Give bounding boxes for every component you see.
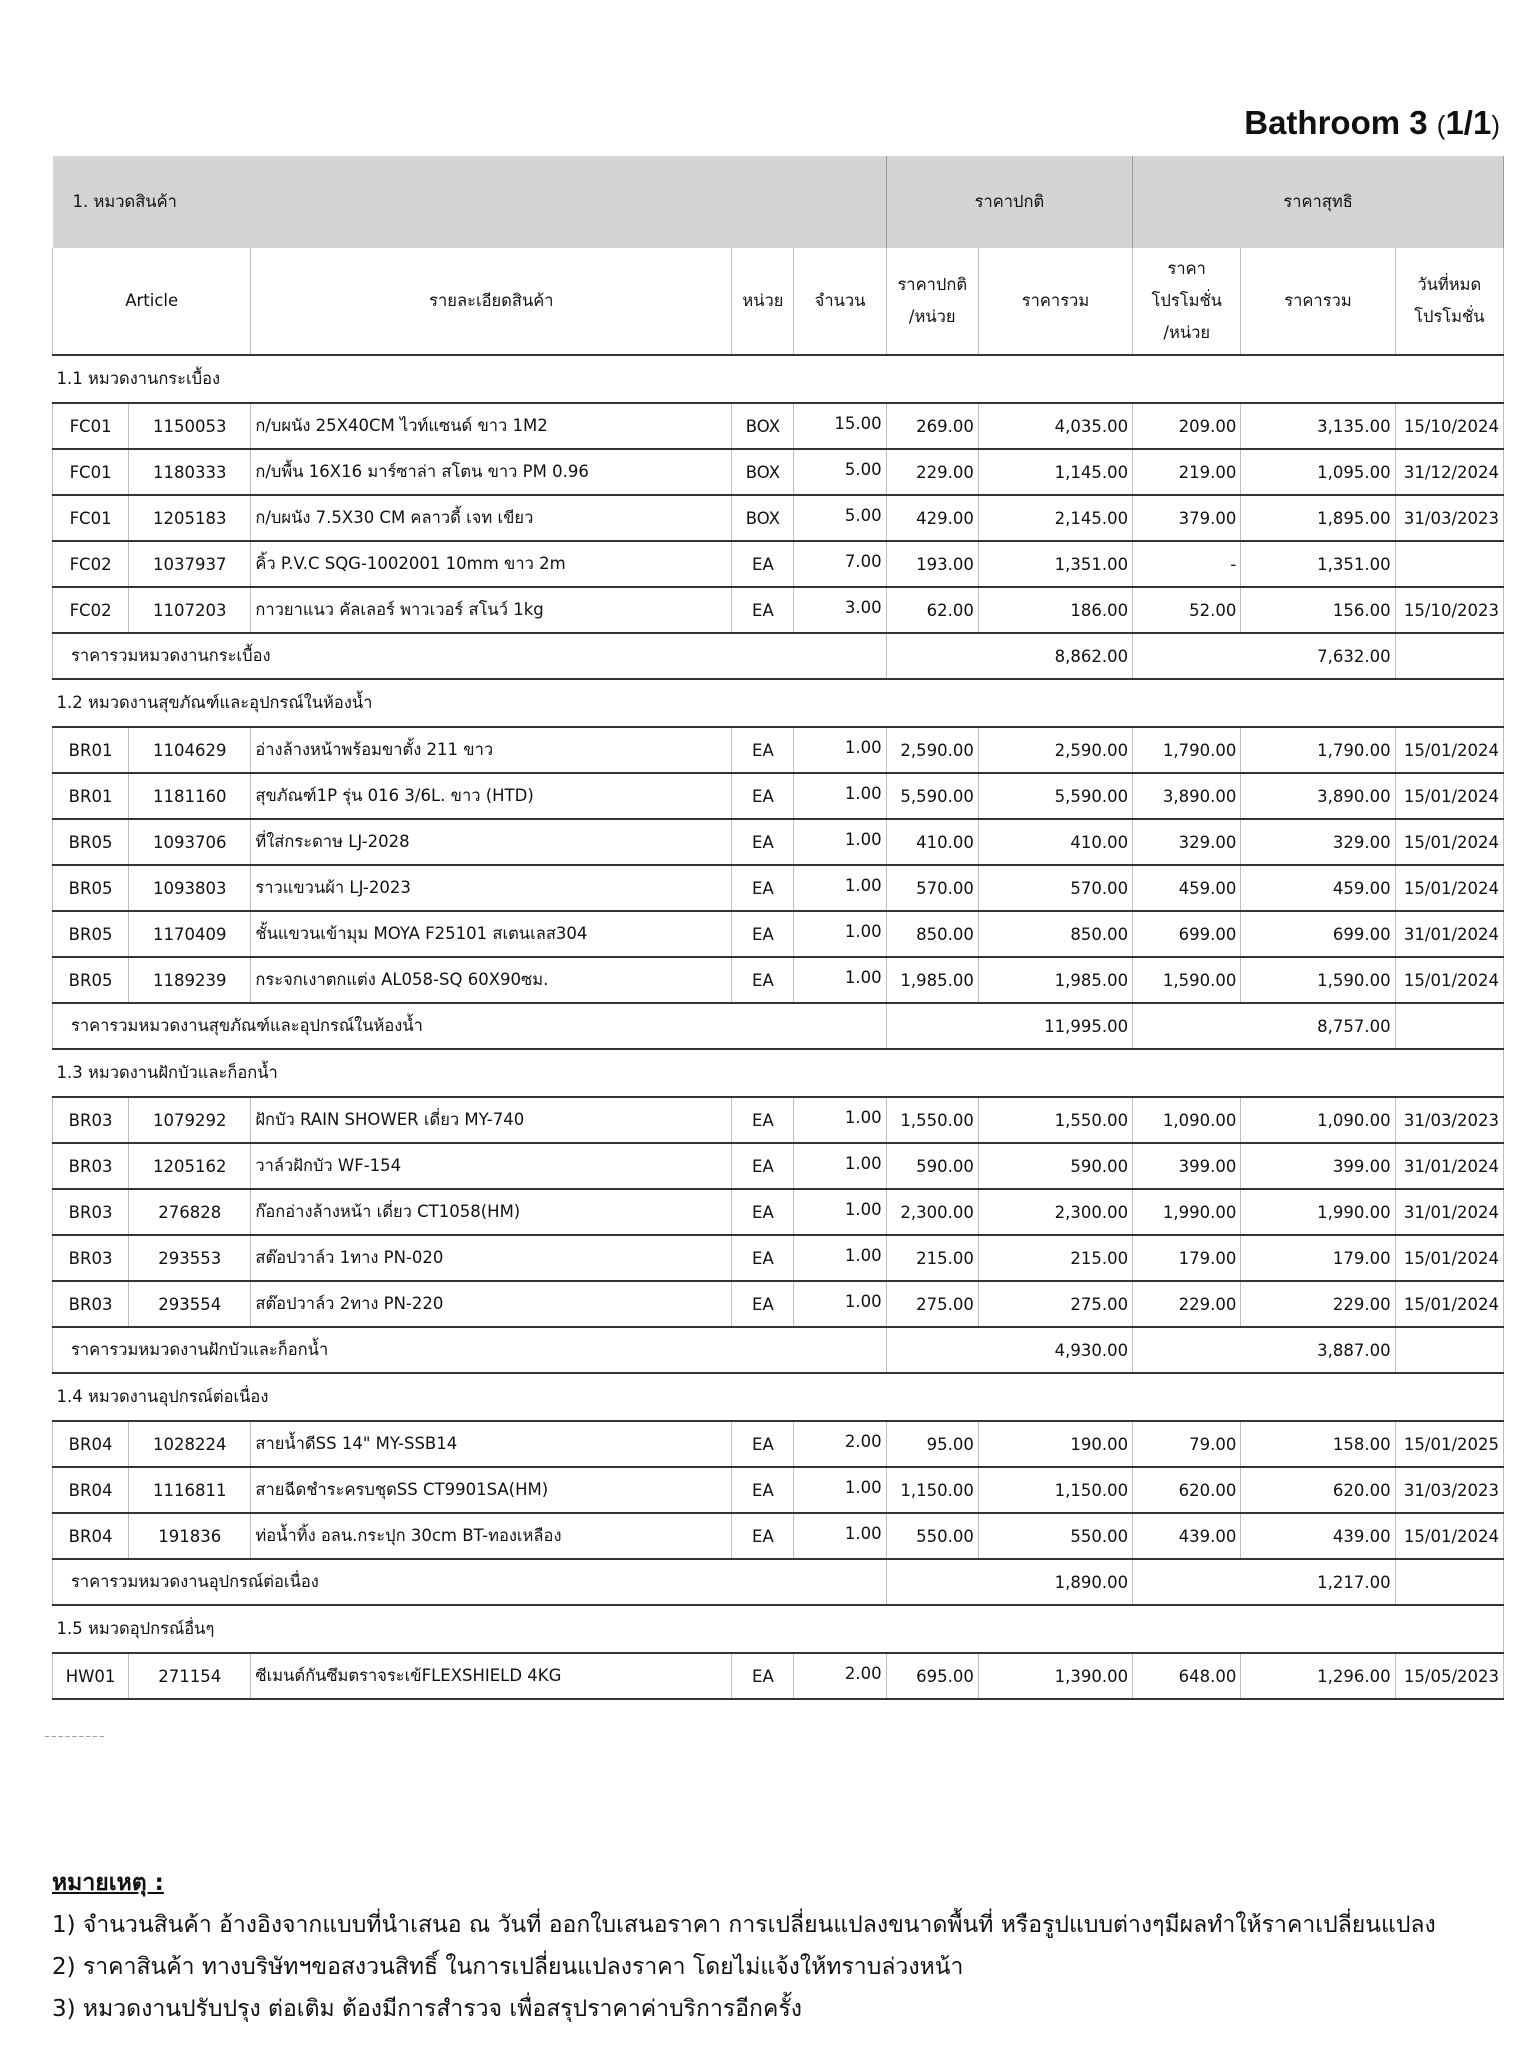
cell-unit-price: 275.00 xyxy=(886,1281,978,1327)
cell-code: BR04 xyxy=(53,1421,129,1467)
cell-quantity: 1.00 xyxy=(794,908,886,954)
cell-promo-price: 1,590.00 xyxy=(1133,957,1241,1003)
cell-net-total: 620.00 xyxy=(1241,1467,1395,1513)
subtotal-label: ราคารวมหมวดงานฝักบัวและก็อกน้ำ xyxy=(53,1327,887,1373)
cell-article: 1028224 xyxy=(129,1421,251,1467)
cell-total: 1,351.00 xyxy=(978,541,1132,587)
cell-description: คิ้ว P.V.C SQG-1002001 10mm ขาว 2m xyxy=(251,541,732,587)
table-row xyxy=(53,727,1504,773)
cell-code: FC02 xyxy=(53,587,129,633)
subtotal-net-value: 3,887.00 xyxy=(1133,1327,1396,1373)
cell-article: 1107203 xyxy=(129,587,251,633)
cell-description: อ่างล้างหน้าพร้อมขาตั้ง 211 ขาว xyxy=(251,727,732,773)
cell-article: 191836 xyxy=(129,1513,251,1559)
cell-net-total: 229.00 xyxy=(1241,1281,1395,1327)
cell-total: 1,985.00 xyxy=(978,957,1132,1003)
cell-quantity: 2.00 xyxy=(794,1650,886,1696)
section-title: 1.5 หมวดอุปกรณ์อื่นๆ xyxy=(53,1605,1504,1653)
cell-total: 190.00 xyxy=(978,1421,1132,1467)
cell-description: ท่อน้ำทิ้ง อลน.กระปุก 30cm BT-ทองเหลือง xyxy=(251,1513,732,1559)
cell-promo-end: 31/03/2023 xyxy=(1395,495,1503,541)
cell-code: BR01 xyxy=(53,773,129,819)
col-description: รายละเอียดสินค้า xyxy=(251,248,732,355)
cell-article: 293554 xyxy=(129,1281,251,1327)
cell-total: 275.00 xyxy=(978,1281,1132,1327)
cell-total: 1,145.00 xyxy=(978,449,1132,495)
page-title: Bathroom 3 (1/1) xyxy=(1244,104,1500,141)
cell-unit: EA xyxy=(732,1421,794,1467)
subtotal-label: ราคารวมหมวดงานสุขภัณฑ์และอุปกรณ์ในห้องน้ำ xyxy=(53,1003,887,1049)
cell-article: 1170409 xyxy=(129,911,251,957)
cell-quantity: 1.00 xyxy=(794,1232,886,1278)
subtotal-net-value: 8,757.00 xyxy=(1133,1003,1396,1049)
cell-promo-price: 459.00 xyxy=(1133,865,1241,911)
section-header xyxy=(53,355,1504,403)
cell-promo-price: 3,890.00 xyxy=(1133,773,1241,819)
cell-promo-price: 699.00 xyxy=(1133,911,1241,957)
cell-total: 1,390.00 xyxy=(978,1653,1132,1699)
table-row xyxy=(53,911,1504,957)
cell-code: BR05 xyxy=(53,957,129,1003)
col-total: ราคารวม xyxy=(978,248,1132,355)
cell-code: BR05 xyxy=(53,865,129,911)
cell-quantity: 1.00 xyxy=(794,1510,886,1556)
cell-net-total: 329.00 xyxy=(1241,819,1395,865)
cell-quantity: 1.00 xyxy=(794,816,886,862)
cell-unit-price: 1,550.00 xyxy=(886,1097,978,1143)
table-row xyxy=(53,403,1504,449)
table-header-group xyxy=(53,156,1504,248)
cell-promo-price: 179.00 xyxy=(1133,1235,1241,1281)
cell-quantity: 1.00 xyxy=(794,1278,886,1324)
subtotal-net-value: 7,632.00 xyxy=(1133,633,1396,679)
cell-promo-price: 79.00 xyxy=(1133,1421,1241,1467)
cell-unit: EA xyxy=(732,819,794,865)
cell-description: ฝักบัว RAIN SHOWER เดี่ยว MY-740 xyxy=(251,1097,732,1143)
cell-total: 4,035.00 xyxy=(978,403,1132,449)
cell-total: 215.00 xyxy=(978,1235,1132,1281)
cell-description: กาวยาแนว คัลเลอร์ พาวเวอร์ สโนว์ 1kg xyxy=(251,587,732,633)
note-line: 1) จำนวนสินค้า อ้างอิงจากแบบที่นำเสนอ ณ วันที่ ออกใบเสนอราคา การเปลี่ยนแปลงขนาดพื้นที่ หรือรูปแบบต่างๆมีผลทำให้ราคาเปลี่ยนแปลง xyxy=(52,1912,1436,1938)
col-article: Article xyxy=(53,248,251,355)
cell-quantity: 1.00 xyxy=(794,862,886,908)
cell-total: 2,145.00 xyxy=(978,495,1132,541)
cell-quantity: 5.00 xyxy=(794,446,886,492)
cell-unit-price: 95.00 xyxy=(886,1421,978,1467)
cell-description: สุขภัณฑ์1P รุ่น 016 3/6L. ขาว (HTD) xyxy=(251,773,732,819)
subtotal-empty xyxy=(1395,1559,1503,1605)
col-unit: หน่วย xyxy=(732,248,794,355)
cell-unit: EA xyxy=(732,1235,794,1281)
cell-promo-price: 648.00 xyxy=(1133,1653,1241,1699)
cell-description: วาล์วฝักบัว WF-154 xyxy=(251,1143,732,1189)
col-promo-price: ราคา โปรโมชั่น /หน่วย xyxy=(1133,248,1241,355)
table-header-columns xyxy=(53,248,1504,355)
table-row xyxy=(53,1097,1504,1143)
cell-total: 570.00 xyxy=(978,865,1132,911)
cell-code: BR04 xyxy=(53,1467,129,1513)
cell-quantity: 1.00 xyxy=(794,770,886,816)
cell-unit-price: 229.00 xyxy=(886,449,978,495)
section-title: 1.2 หมวดงานสุขภัณฑ์และอุปกรณ์ในห้องน้ำ xyxy=(53,679,1504,727)
table-row xyxy=(53,1189,1504,1235)
cell-description: ก/บพื้น 16X16 มาร์ซาล่า สโตน ขาว PM 0.96 xyxy=(251,449,732,495)
cell-code: BR03 xyxy=(53,1143,129,1189)
cell-total: 550.00 xyxy=(978,1513,1132,1559)
subtotal-row xyxy=(53,633,1504,679)
cell-promo-end: 15/01/2024 xyxy=(1395,957,1503,1003)
cell-promo-end: 15/10/2023 xyxy=(1395,587,1503,633)
cell-net-total: 158.00 xyxy=(1241,1421,1395,1467)
cell-quantity: 1.00 xyxy=(794,954,886,1000)
section-header xyxy=(53,1605,1504,1653)
cell-promo-end: 31/03/2023 xyxy=(1395,1097,1503,1143)
cell-unit: EA xyxy=(732,587,794,633)
cell-net-total: 1,296.00 xyxy=(1241,1653,1395,1699)
cell-promo-price: 1,990.00 xyxy=(1133,1189,1241,1235)
subtotal-empty xyxy=(1395,1003,1503,1049)
cell-quantity: 1.00 xyxy=(794,1094,886,1140)
cell-description: สายฉีดชำระครบชุดSS CT9901SA(HM) xyxy=(251,1467,732,1513)
cell-unit-price: 570.00 xyxy=(886,865,978,911)
notes-heading: หมายเหตุ : xyxy=(52,1870,164,1896)
cell-description: สายน้ำดีSS 14" MY-SSB14 xyxy=(251,1421,732,1467)
cell-code: BR04 xyxy=(53,1513,129,1559)
cell-unit-price: 695.00 xyxy=(886,1653,978,1699)
cell-unit-price: 5,590.00 xyxy=(886,773,978,819)
subtotal-value: 11,995.00 xyxy=(886,1003,1132,1049)
section-header xyxy=(53,679,1504,727)
table-row xyxy=(53,1513,1504,1559)
cell-promo-price: 229.00 xyxy=(1133,1281,1241,1327)
cell-promo-price: - xyxy=(1133,541,1241,587)
cell-promo-price: 52.00 xyxy=(1133,587,1241,633)
cell-unit: EA xyxy=(732,773,794,819)
cell-description: ซีเมนต์กันซึมตราจระเข้FLEXSHIELD 4KG xyxy=(251,1653,732,1699)
cell-net-total: 1,090.00 xyxy=(1241,1097,1395,1143)
cell-promo-price: 219.00 xyxy=(1133,449,1241,495)
note-line: 3) หมวดงานปรับปรุง ต่อเติม ต้องมีการสำรวจ เพื่อสรุปราคาค่าบริการอีกครั้ง xyxy=(52,1996,802,2022)
cell-article: 1116811 xyxy=(129,1467,251,1513)
cell-net-total: 439.00 xyxy=(1241,1513,1395,1559)
table-row xyxy=(53,587,1504,633)
cell-net-total: 1,095.00 xyxy=(1241,449,1395,495)
cell-unit: BOX xyxy=(732,449,794,495)
subtotal-value: 4,930.00 xyxy=(886,1327,1132,1373)
cell-promo-end: 15/01/2024 xyxy=(1395,727,1503,773)
cell-promo-end: 15/01/2024 xyxy=(1395,865,1503,911)
cell-unit-price: 410.00 xyxy=(886,819,978,865)
section-title: 1.1 หมวดงานกระเบื้อง xyxy=(53,355,1504,403)
col-net-total: ราคารวม xyxy=(1241,248,1395,355)
cell-unit: EA xyxy=(732,1189,794,1235)
cell-unit-price: 1,150.00 xyxy=(886,1467,978,1513)
subtotal-row xyxy=(53,1327,1504,1373)
cell-description: ก๊อกอ่างล้างหน้า เดี่ยว CT1058(HM) xyxy=(251,1189,732,1235)
note-line: 2) ราคาสินค้า ทางบริษัทฯขอสงวนสิทธิ์ ในการเปลี่ยนแปลงราคา โดยไม่แจ้งให้ทราบล่วงหน้า xyxy=(52,1954,964,1980)
cell-promo-price: 379.00 xyxy=(1133,495,1241,541)
cell-unit: EA xyxy=(732,1143,794,1189)
cell-quantity: 7.00 xyxy=(794,538,886,584)
cell-article: 1205162 xyxy=(129,1143,251,1189)
title-main: Bathroom 3 xyxy=(1244,104,1428,141)
cell-description: กระจกเงาตกแต่ง AL058-SQ 60X90ซม. xyxy=(251,957,732,1003)
cell-description: ก/บผนัง 25X40CM ไวท์แซนด์ ขาว 1M2 xyxy=(251,403,732,449)
cell-unit: EA xyxy=(732,911,794,957)
cell-code: FC01 xyxy=(53,449,129,495)
cell-net-total: 699.00 xyxy=(1241,911,1395,957)
cell-unit-price: 550.00 xyxy=(886,1513,978,1559)
cell-net-total: 1,895.00 xyxy=(1241,495,1395,541)
cell-article: 1180333 xyxy=(129,449,251,495)
cell-code: BR03 xyxy=(53,1235,129,1281)
cell-description: สต๊อปวาล์ว 1ทาง PN-020 xyxy=(251,1235,732,1281)
cell-net-total: 3,135.00 xyxy=(1241,403,1395,449)
section-title: 1.4 หมวดงานอุปกรณ์ต่อเนื่อง xyxy=(53,1373,1504,1421)
table-row xyxy=(53,1281,1504,1327)
cell-promo-end: 15/01/2024 xyxy=(1395,819,1503,865)
cell-unit: EA xyxy=(732,957,794,1003)
cell-code: BR05 xyxy=(53,911,129,957)
table-row xyxy=(53,819,1504,865)
cell-unit: BOX xyxy=(732,403,794,449)
cell-unit: BOX xyxy=(732,495,794,541)
table-row xyxy=(53,541,1504,587)
cell-article: 1037937 xyxy=(129,541,251,587)
cell-code: BR01 xyxy=(53,727,129,773)
notes xyxy=(52,1862,1436,2030)
cell-quantity: 1.00 xyxy=(794,1464,886,1510)
cell-total: 1,550.00 xyxy=(978,1097,1132,1143)
cell-net-total: 179.00 xyxy=(1241,1235,1395,1281)
cell-unit: EA xyxy=(732,1467,794,1513)
cell-promo-price: 620.00 xyxy=(1133,1467,1241,1513)
cell-code: HW01 xyxy=(53,1653,129,1699)
col-quantity: จำนวน xyxy=(794,248,886,355)
cell-promo-end: 15/01/2025 xyxy=(1395,1421,1503,1467)
net-price-header: ราคาสุทธิ xyxy=(1133,156,1504,248)
cell-code: FC01 xyxy=(53,495,129,541)
cell-unit: EA xyxy=(732,865,794,911)
subtotal-label: ราคารวมหมวดงานกระเบื้อง xyxy=(53,633,887,679)
cell-net-total: 459.00 xyxy=(1241,865,1395,911)
cell-code: BR03 xyxy=(53,1097,129,1143)
cell-article: 1093803 xyxy=(129,865,251,911)
table-row xyxy=(53,957,1504,1003)
subtotal-empty xyxy=(1395,1327,1503,1373)
cell-description: สต๊อปวาล์ว 2ทาง PN-220 xyxy=(251,1281,732,1327)
cell-net-total: 3,890.00 xyxy=(1241,773,1395,819)
table-row xyxy=(53,1143,1504,1189)
normal-price-header: ราคาปกติ xyxy=(886,156,1132,248)
table-row xyxy=(53,1467,1504,1513)
cell-promo-end: 31/03/2023 xyxy=(1395,1467,1503,1513)
cell-article: 1079292 xyxy=(129,1097,251,1143)
cell-net-total: 156.00 xyxy=(1241,587,1395,633)
cell-unit-price: 193.00 xyxy=(886,541,978,587)
cell-code: BR03 xyxy=(53,1281,129,1327)
cell-article: 1150053 xyxy=(129,403,251,449)
cell-total: 850.00 xyxy=(978,911,1132,957)
col-unit-price: ราคาปกติ /หน่วย xyxy=(886,248,978,355)
cell-article: 276828 xyxy=(129,1189,251,1235)
subtotal-row xyxy=(53,1559,1504,1605)
cell-quantity: 3.00 xyxy=(794,584,886,630)
cell-promo-end: 15/05/2023 xyxy=(1395,1653,1503,1699)
table-row xyxy=(53,449,1504,495)
cell-unit: EA xyxy=(732,1653,794,1699)
cell-promo-price: 399.00 xyxy=(1133,1143,1241,1189)
subtotal-value: 1,890.00 xyxy=(886,1559,1132,1605)
cell-promo-end: 15/01/2024 xyxy=(1395,1513,1503,1559)
cell-unit-price: 269.00 xyxy=(886,403,978,449)
cell-unit-price: 62.00 xyxy=(886,587,978,633)
cell-unit: EA xyxy=(732,541,794,587)
cell-net-total: 399.00 xyxy=(1241,1143,1395,1189)
cell-net-total: 1,351.00 xyxy=(1241,541,1395,587)
cell-article: 1104629 xyxy=(129,727,251,773)
tiny-footnote: ~~~~~~~~~ xyxy=(44,1733,106,1741)
table-row xyxy=(53,1421,1504,1467)
cell-promo-end: 31/01/2024 xyxy=(1395,1143,1503,1189)
cell-quantity: 5.00 xyxy=(794,492,886,538)
cell-promo-end: 15/10/2024 xyxy=(1395,403,1503,449)
cell-total: 1,150.00 xyxy=(978,1467,1132,1513)
table-row xyxy=(53,1653,1504,1699)
quotation-table xyxy=(52,156,1504,1700)
cell-article: 271154 xyxy=(129,1653,251,1699)
category-header: 1. หมวดสินค้า xyxy=(53,156,887,248)
cell-promo-price: 209.00 xyxy=(1133,403,1241,449)
cell-description: ที่ใส่กระดาษ LJ-2028 xyxy=(251,819,732,865)
title-page: 1/1 xyxy=(1445,104,1492,141)
cell-unit: EA xyxy=(732,1281,794,1327)
cell-description: ชั้นแขวนเข้ามุม MOYA F25101 สเตนเลส304 xyxy=(251,911,732,957)
cell-promo-end: 15/01/2024 xyxy=(1395,1235,1503,1281)
cell-total: 5,590.00 xyxy=(978,773,1132,819)
cell-article: 1093706 xyxy=(129,819,251,865)
table-row xyxy=(53,495,1504,541)
subtotal-empty xyxy=(1395,633,1503,679)
subtotal-value: 8,862.00 xyxy=(886,633,1132,679)
cell-net-total: 1,590.00 xyxy=(1241,957,1395,1003)
cell-quantity: 1.00 xyxy=(794,1140,886,1186)
cell-promo-price: 1,090.00 xyxy=(1133,1097,1241,1143)
cell-article: 1205183 xyxy=(129,495,251,541)
cell-promo-end: 31/01/2024 xyxy=(1395,911,1503,957)
cell-total: 186.00 xyxy=(978,587,1132,633)
cell-unit-price: 2,590.00 xyxy=(886,727,978,773)
cell-promo-price: 329.00 xyxy=(1133,819,1241,865)
cell-quantity: 1.00 xyxy=(794,1186,886,1232)
cell-promo-price: 1,790.00 xyxy=(1133,727,1241,773)
cell-total: 410.00 xyxy=(978,819,1132,865)
cell-unit: EA xyxy=(732,727,794,773)
cell-promo-end: 15/01/2024 xyxy=(1395,1281,1503,1327)
cell-code: FC01 xyxy=(53,403,129,449)
table-row xyxy=(53,773,1504,819)
cell-code: FC02 xyxy=(53,541,129,587)
cell-net-total: 1,990.00 xyxy=(1241,1189,1395,1235)
cell-unit: EA xyxy=(732,1097,794,1143)
cell-unit-price: 2,300.00 xyxy=(886,1189,978,1235)
cell-promo-end xyxy=(1395,541,1503,587)
cell-article: 1189239 xyxy=(129,957,251,1003)
cell-quantity: 15.00 xyxy=(794,400,886,446)
table-row xyxy=(53,865,1504,911)
cell-description: ก/บผนัง 7.5X30 CM คลาวดี้ เจท เขียว xyxy=(251,495,732,541)
cell-total: 2,590.00 xyxy=(978,727,1132,773)
cell-article: 1181160 xyxy=(129,773,251,819)
cell-unit-price: 215.00 xyxy=(886,1235,978,1281)
cell-unit-price: 590.00 xyxy=(886,1143,978,1189)
cell-article: 293553 xyxy=(129,1235,251,1281)
cell-unit-price: 1,985.00 xyxy=(886,957,978,1003)
subtotal-row xyxy=(53,1003,1504,1049)
cell-promo-price: 439.00 xyxy=(1133,1513,1241,1559)
cell-total: 2,300.00 xyxy=(978,1189,1132,1235)
cell-promo-end: 31/12/2024 xyxy=(1395,449,1503,495)
col-promo-end: วันที่หมด โปรโมชั่น xyxy=(1395,248,1503,355)
cell-description: ราวแขวนผ้า LJ-2023 xyxy=(251,865,732,911)
cell-code: BR05 xyxy=(53,819,129,865)
cell-unit-price: 429.00 xyxy=(886,495,978,541)
subtotal-net-value: 1,217.00 xyxy=(1133,1559,1396,1605)
subtotal-label: ราคารวมหมวดงานอุปกรณ์ต่อเนื่อง xyxy=(53,1559,887,1605)
cell-promo-end: 31/01/2024 xyxy=(1395,1189,1503,1235)
cell-total: 590.00 xyxy=(978,1143,1132,1189)
cell-promo-end: 15/01/2024 xyxy=(1395,773,1503,819)
cell-quantity: 2.00 xyxy=(794,1418,886,1464)
section-header xyxy=(53,1373,1504,1421)
cell-net-total: 1,790.00 xyxy=(1241,727,1395,773)
section-title: 1.3 หมวดงานฝักบัวและก็อกน้ำ xyxy=(53,1049,1504,1097)
cell-quantity: 1.00 xyxy=(794,724,886,770)
cell-unit-price: 850.00 xyxy=(886,911,978,957)
cell-unit: EA xyxy=(732,1513,794,1559)
cell-code: BR03 xyxy=(53,1189,129,1235)
table-row xyxy=(53,1235,1504,1281)
section-header xyxy=(53,1049,1504,1097)
